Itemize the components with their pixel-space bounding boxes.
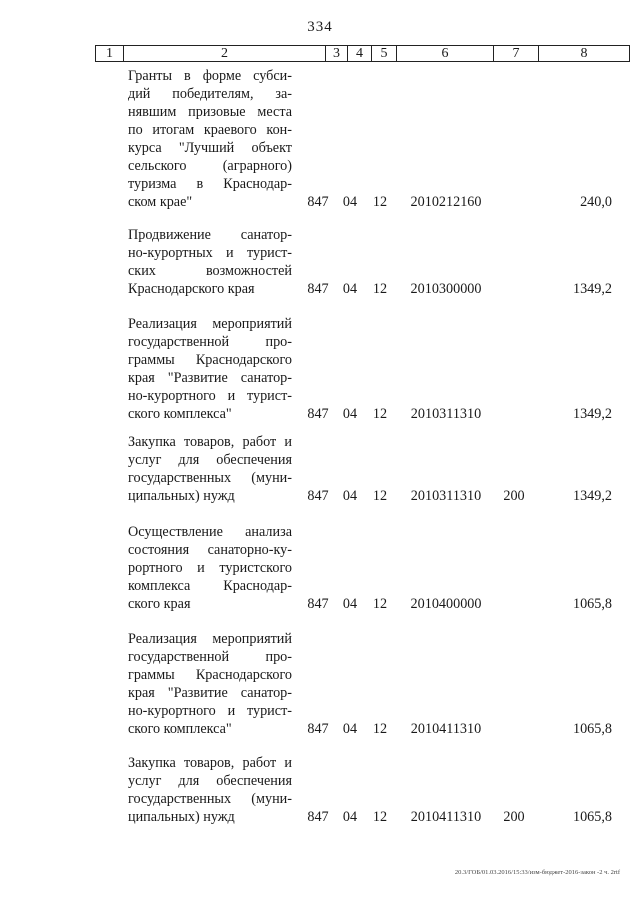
- header-cell: 6: [397, 46, 494, 61]
- table-row: [0, 754, 640, 826]
- row-description: [128, 754, 292, 826]
- target-article-code: 2010300000: [410, 281, 482, 297]
- page-number: 334: [307, 19, 333, 35]
- amount-value: 1349,2: [572, 406, 612, 422]
- description-line: ципальных) нужд: [128, 488, 235, 504]
- description-line: Осуществление анализа: [128, 524, 292, 540]
- table-row: [0, 67, 640, 211]
- description-line: Реализация мероприятий: [128, 631, 292, 647]
- row-description: [128, 523, 292, 613]
- row-description: [128, 226, 292, 298]
- admin-code: 847: [307, 596, 329, 612]
- subsection-code: 12: [372, 406, 388, 422]
- section-code: 04: [342, 809, 358, 825]
- description-line: ском крае": [128, 194, 193, 210]
- description-line: граммы Краснодарского: [128, 352, 292, 368]
- table-row: [0, 433, 640, 505]
- amount-value: 240,0: [580, 194, 612, 210]
- section-code: 04: [342, 596, 358, 612]
- header-cell: 4: [348, 46, 372, 61]
- description-line: рортного и туристского: [128, 560, 292, 576]
- subsection-code: 12: [372, 809, 388, 825]
- description-line: комплекса Краснодар-: [128, 578, 292, 594]
- description-line: ского края: [128, 596, 191, 612]
- row-description: [128, 433, 292, 505]
- header-cell: 5: [372, 46, 397, 61]
- description-line: но-курортного и турист-: [128, 388, 292, 404]
- amount-value: 1349,2: [572, 281, 612, 297]
- description-line: Гранты в форме субси-: [128, 68, 292, 84]
- row-description: [128, 67, 292, 211]
- amount-value: 1349,2: [572, 488, 612, 504]
- header-cell: 2: [124, 46, 326, 61]
- section-code: 04: [342, 406, 358, 422]
- target-article-code: 2010400000: [410, 596, 482, 612]
- target-article-code: 2010212160: [410, 194, 482, 210]
- expense-type-code: 200: [503, 809, 525, 825]
- description-line: но-курортных и турист-: [128, 245, 292, 261]
- description-line: услуг для обеспечения: [128, 773, 292, 789]
- amount-value: 1065,8: [572, 809, 612, 825]
- section-code: 04: [342, 281, 358, 297]
- description-line: Закупка товаров, работ и: [128, 755, 292, 771]
- section-code: 04: [342, 194, 358, 210]
- target-article-code: 2010411310: [410, 809, 482, 825]
- table-row: [0, 523, 640, 613]
- target-article-code: 2010411310: [410, 721, 482, 737]
- description-line: дий победителям, за-: [128, 86, 292, 102]
- row-description: [128, 315, 292, 423]
- target-article-code: 2010311310: [410, 488, 482, 504]
- description-line: Краснодарского края: [128, 281, 255, 297]
- admin-code: 847: [307, 488, 329, 504]
- admin-code: 847: [307, 809, 329, 825]
- header-cell: 3: [326, 46, 348, 61]
- description-line: государственной про-: [128, 334, 292, 350]
- description-line: состояния санаторно-ку-: [128, 542, 292, 558]
- amount-value: 1065,8: [572, 596, 612, 612]
- expense-type-code: 200: [503, 488, 525, 504]
- header-cell: 1: [96, 46, 124, 61]
- description-line: Реализация мероприятий: [128, 316, 292, 332]
- amount-value: 1065,8: [572, 721, 612, 737]
- description-line: государственных (муни-: [128, 791, 292, 807]
- description-line: государственной про-: [128, 649, 292, 665]
- table-row: [0, 226, 640, 298]
- subsection-code: 12: [372, 194, 388, 210]
- description-line: Продвижение санатор-: [128, 227, 292, 243]
- description-line: граммы Краснодарского: [128, 667, 292, 683]
- section-code: 04: [342, 721, 358, 737]
- description-line: ципальных) нужд: [128, 809, 235, 825]
- header-cell: 7: [494, 46, 539, 61]
- description-line: Закупка товаров, работ и: [128, 434, 292, 450]
- header-cell: 8: [580, 46, 588, 61]
- description-line: ского комплекса": [128, 721, 232, 737]
- description-line: края "Развитие санатор-: [128, 370, 292, 386]
- row-description: [128, 630, 292, 738]
- description-line: туризма в Краснодар-: [128, 176, 292, 192]
- description-line: курса "Лучший объект: [128, 140, 292, 156]
- description-line: но-курортного и турист-: [128, 703, 292, 719]
- admin-code: 847: [307, 194, 329, 210]
- description-line: ских возможностей: [128, 263, 292, 279]
- column-number-header: [95, 45, 630, 62]
- section-code: 04: [342, 488, 358, 504]
- admin-code: 847: [307, 721, 329, 737]
- description-line: услуг для обеспечения: [128, 452, 292, 468]
- description-line: сельского (аграрного): [128, 158, 292, 174]
- target-article-code: 2010311310: [410, 406, 482, 422]
- subsection-code: 12: [372, 488, 388, 504]
- subsection-code: 12: [372, 281, 388, 297]
- admin-code: 847: [307, 281, 329, 297]
- admin-code: 847: [307, 406, 329, 422]
- table-row: [0, 630, 640, 738]
- description-line: нявшим призовые места: [128, 104, 292, 120]
- footer-note: 20.3/ГОБ/01.03.2016/15:33/изм-бюджет-2016-закон -2 ч. 2rtf: [454, 869, 620, 876]
- subsection-code: 12: [372, 596, 388, 612]
- description-line: по итогам краевого кон-: [128, 122, 292, 138]
- description-line: ского комплекса": [128, 406, 232, 422]
- description-line: края "Развитие санатор-: [128, 685, 292, 701]
- description-line: государственных (муни-: [128, 470, 292, 486]
- table-row: [0, 315, 640, 423]
- subsection-code: 12: [372, 721, 388, 737]
